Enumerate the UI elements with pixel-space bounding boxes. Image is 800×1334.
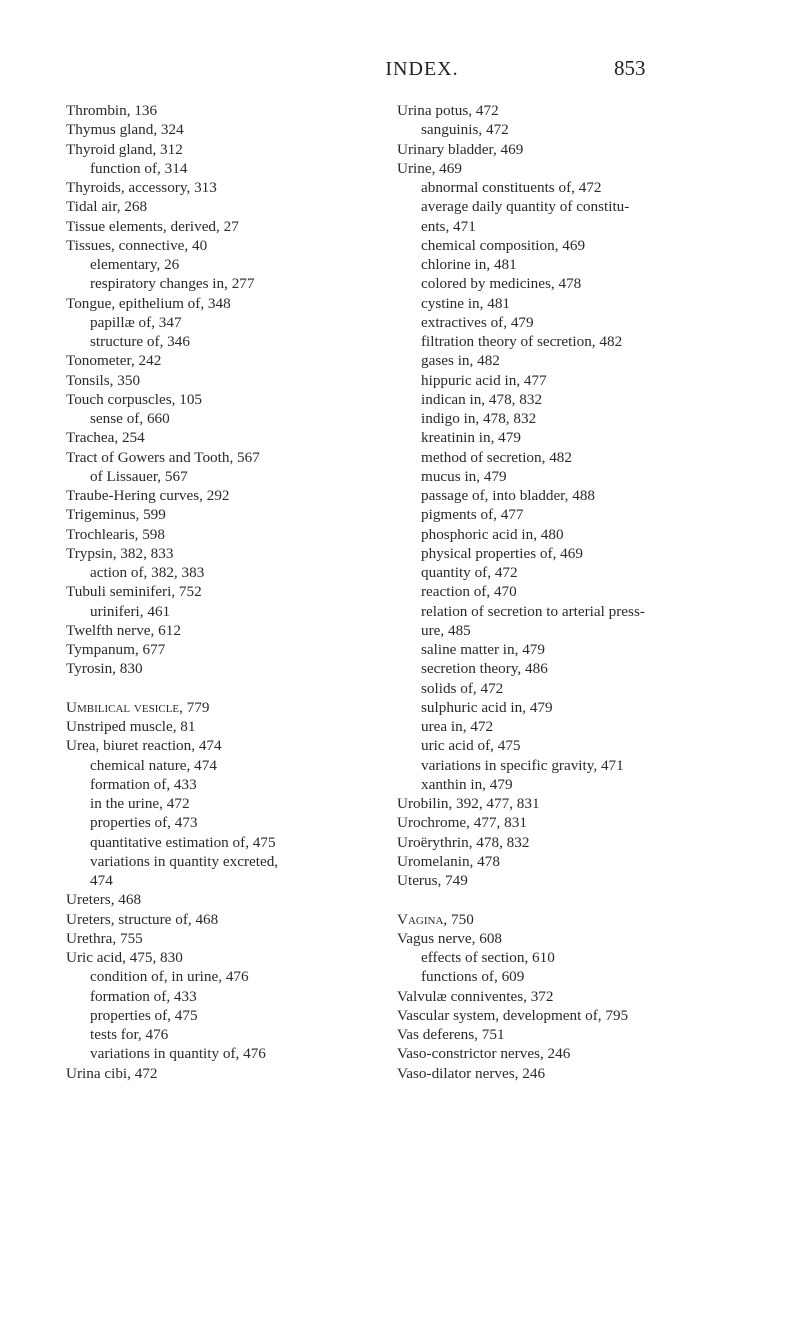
index-entry: Tissue elements, derived, 27: [66, 217, 239, 235]
index-subentry: uric acid of, 475: [421, 737, 521, 755]
index-entry: Vas deferens, 751: [397, 1026, 505, 1043]
index-entry: Twelfth nerve, 612: [66, 621, 181, 639]
index-subentry: action of, 382, 383: [90, 564, 205, 581]
index-subentry: functions of, 609: [421, 968, 525, 986]
index-subentry: quantitative estimation of, 475: [90, 833, 276, 851]
index-spacer: [66, 679, 386, 698]
index-entry: Tympanum, 677: [66, 641, 166, 658]
index-subentry: gases in, 482: [421, 352, 500, 370]
index-entry: Thymus gland, 324: [66, 121, 184, 139]
index-subentry: structure of, 346: [90, 333, 190, 350]
index-subentry: reaction of, 470: [421, 583, 517, 601]
index-subentry: properties of, 473: [90, 814, 198, 832]
index-entry: Trachea, 254: [66, 429, 145, 447]
index-entry: Vagus nerve, 608: [397, 929, 503, 947]
index-subentry: sulphuric acid in, 479: [421, 698, 553, 716]
index-entry: Uric acid, 475, 830: [66, 949, 183, 966]
index-subentry: in the urine, 472: [90, 795, 190, 812]
index-subentry: xanthin in, 479: [421, 775, 513, 793]
index-subentry: colored by medicines, 478: [421, 275, 582, 293]
index-entry: Urobilin, 392, 477, 831: [397, 795, 540, 812]
index-subentry: of Lissauer, 567: [90, 467, 188, 485]
index-subentry: effects of section, 610: [421, 949, 555, 966]
index-entry: Ureters, 468: [66, 891, 142, 909]
index-entry: Thrombin, 136: [66, 102, 158, 119]
index-subentry: formation of, 433: [90, 775, 197, 793]
index-entry: Vaso-dilator nerves, 246: [397, 1064, 546, 1082]
index-entry: Trigeminus, 599: [66, 506, 166, 524]
index-entry: Urina cibi, 472: [66, 1064, 158, 1082]
index-subentry: ents, 471: [421, 217, 476, 235]
index-entry: Traube-Hering curves, 292: [66, 487, 230, 504]
index-entry: Trochlearis, 598: [66, 525, 165, 543]
index-entry: Vagina, 750: [397, 910, 474, 928]
index-entry: Urethra, 755: [66, 929, 143, 947]
index-subentry: abnormal constituents of, 472: [421, 179, 602, 196]
index-entry: Uterus, 749: [397, 872, 468, 889]
index-subentry: cystine in, 481: [421, 294, 511, 312]
index-subentry: variations in quantity of, 476: [90, 1045, 266, 1063]
index-entry: Trypsin, 382, 833: [66, 544, 174, 562]
index-entry: Tonsils, 350: [66, 371, 141, 389]
index-entry: Tubuli seminiferi, 752: [66, 583, 202, 601]
index-subentry: chemical composition, 469: [421, 236, 586, 254]
index-subentry: secretion theory, 486: [421, 660, 548, 678]
index-entry: Urine, 469: [397, 159, 462, 177]
page-header-title: INDEX.: [385, 58, 459, 80]
index-subentry: indican in, 478, 832: [421, 390, 543, 408]
index-entry: Tidal air, 268: [66, 198, 148, 216]
index-subentry: ure, 485: [421, 621, 471, 639]
index-entry: Urochrome, 477, 831: [397, 814, 527, 832]
index-subentry: properties of, 475: [90, 1006, 198, 1024]
index-entry: Thyroid gland, 312: [66, 140, 183, 158]
index-entry: Uromelanin, 478: [397, 852, 500, 870]
index-subentry: solids of, 472: [421, 679, 504, 697]
index-entry: Ureters, structure of, 468: [66, 910, 219, 928]
index-entry: Urinary bladder, 469: [397, 140, 524, 158]
index-entry: Tract of Gowers and Tooth, 567: [66, 448, 260, 466]
index-subentry: variations in specific gravity, 471: [421, 756, 624, 774]
index-subentry: average daily quantity of constitu-: [421, 198, 630, 216]
index-entry: Umbilical vesicle, 779: [66, 698, 210, 716]
index-subentry: mucus in, 479: [421, 467, 507, 485]
index-subentry: phosphoric acid in, 480: [421, 525, 564, 543]
index-subentry: chemical nature, 474: [90, 756, 217, 774]
index-entry: Uroërythrin, 478, 832: [397, 833, 530, 851]
index-subentry: 474: [90, 872, 113, 889]
index-spacer: [397, 890, 697, 909]
index-subentry: filtration theory of secretion, 482: [421, 333, 623, 350]
index-subentry: chlorine in, 481: [421, 256, 517, 273]
index-entry: Tongue, epithelium of, 348: [66, 294, 231, 312]
index-entry: Tonometer, 242: [66, 352, 162, 370]
index-subentry: condition of, in urine, 476: [90, 968, 249, 986]
index-subentry: relation of secretion to arterial press-: [421, 602, 645, 620]
index-subentry: indigo in, 478, 832: [421, 410, 537, 427]
index-subentry: papillæ of, 347: [90, 313, 182, 331]
index-subentry: sense of, 660: [90, 410, 170, 427]
index-entry: Unstriped muscle, 81: [66, 718, 196, 735]
index-subentry: hippuric acid in, 477: [421, 371, 547, 389]
index-subentry: extractives of, 479: [421, 313, 534, 331]
index-subentry: method of secretion, 482: [421, 448, 572, 466]
index-subentry: urea in, 472: [421, 718, 494, 735]
index-subentry: function of, 314: [90, 159, 188, 177]
index-subentry: elementary, 26: [90, 256, 180, 273]
index-entry: Urea, biuret reaction, 474: [66, 737, 222, 755]
index-subentry: quantity of, 472: [421, 564, 518, 581]
index-subentry: pigments of, 477: [421, 506, 524, 524]
index-entry: Touch corpuscles, 105: [66, 390, 203, 408]
index-subentry: saline matter in, 479: [421, 641, 545, 658]
page-number: 853: [614, 56, 646, 80]
index-entry: Urina potus, 472: [397, 102, 499, 119]
index-entry: Valvulæ conniventes, 372: [397, 987, 554, 1005]
index-subentry: tests for, 476: [90, 1026, 169, 1043]
index-subentry: variations in quantity excreted,: [90, 852, 279, 870]
index-column-left: [66, 101, 386, 1083]
index-entry: Tyrosin, 830: [66, 660, 143, 678]
index-subentry: uriniferi, 461: [90, 602, 171, 620]
index-entry: Vaso-constrictor nerves, 246: [397, 1045, 571, 1063]
index-subentry: passage of, into bladder, 488: [421, 487, 596, 504]
index-entry: Vascular system, development of, 795: [397, 1006, 629, 1024]
index-subentry: kreatinin in, 479: [421, 429, 521, 447]
index-subentry: respiratory changes in, 277: [90, 275, 255, 293]
index-subentry: formation of, 433: [90, 987, 197, 1005]
index-entry: Thyroids, accessory, 313: [66, 179, 217, 196]
index-subentry: sanguinis, 472: [421, 121, 509, 139]
index-subentry: physical properties of, 469: [421, 544, 583, 562]
index-column-right: [397, 101, 697, 1083]
index-entry: Tissues, connective, 40: [66, 236, 208, 254]
